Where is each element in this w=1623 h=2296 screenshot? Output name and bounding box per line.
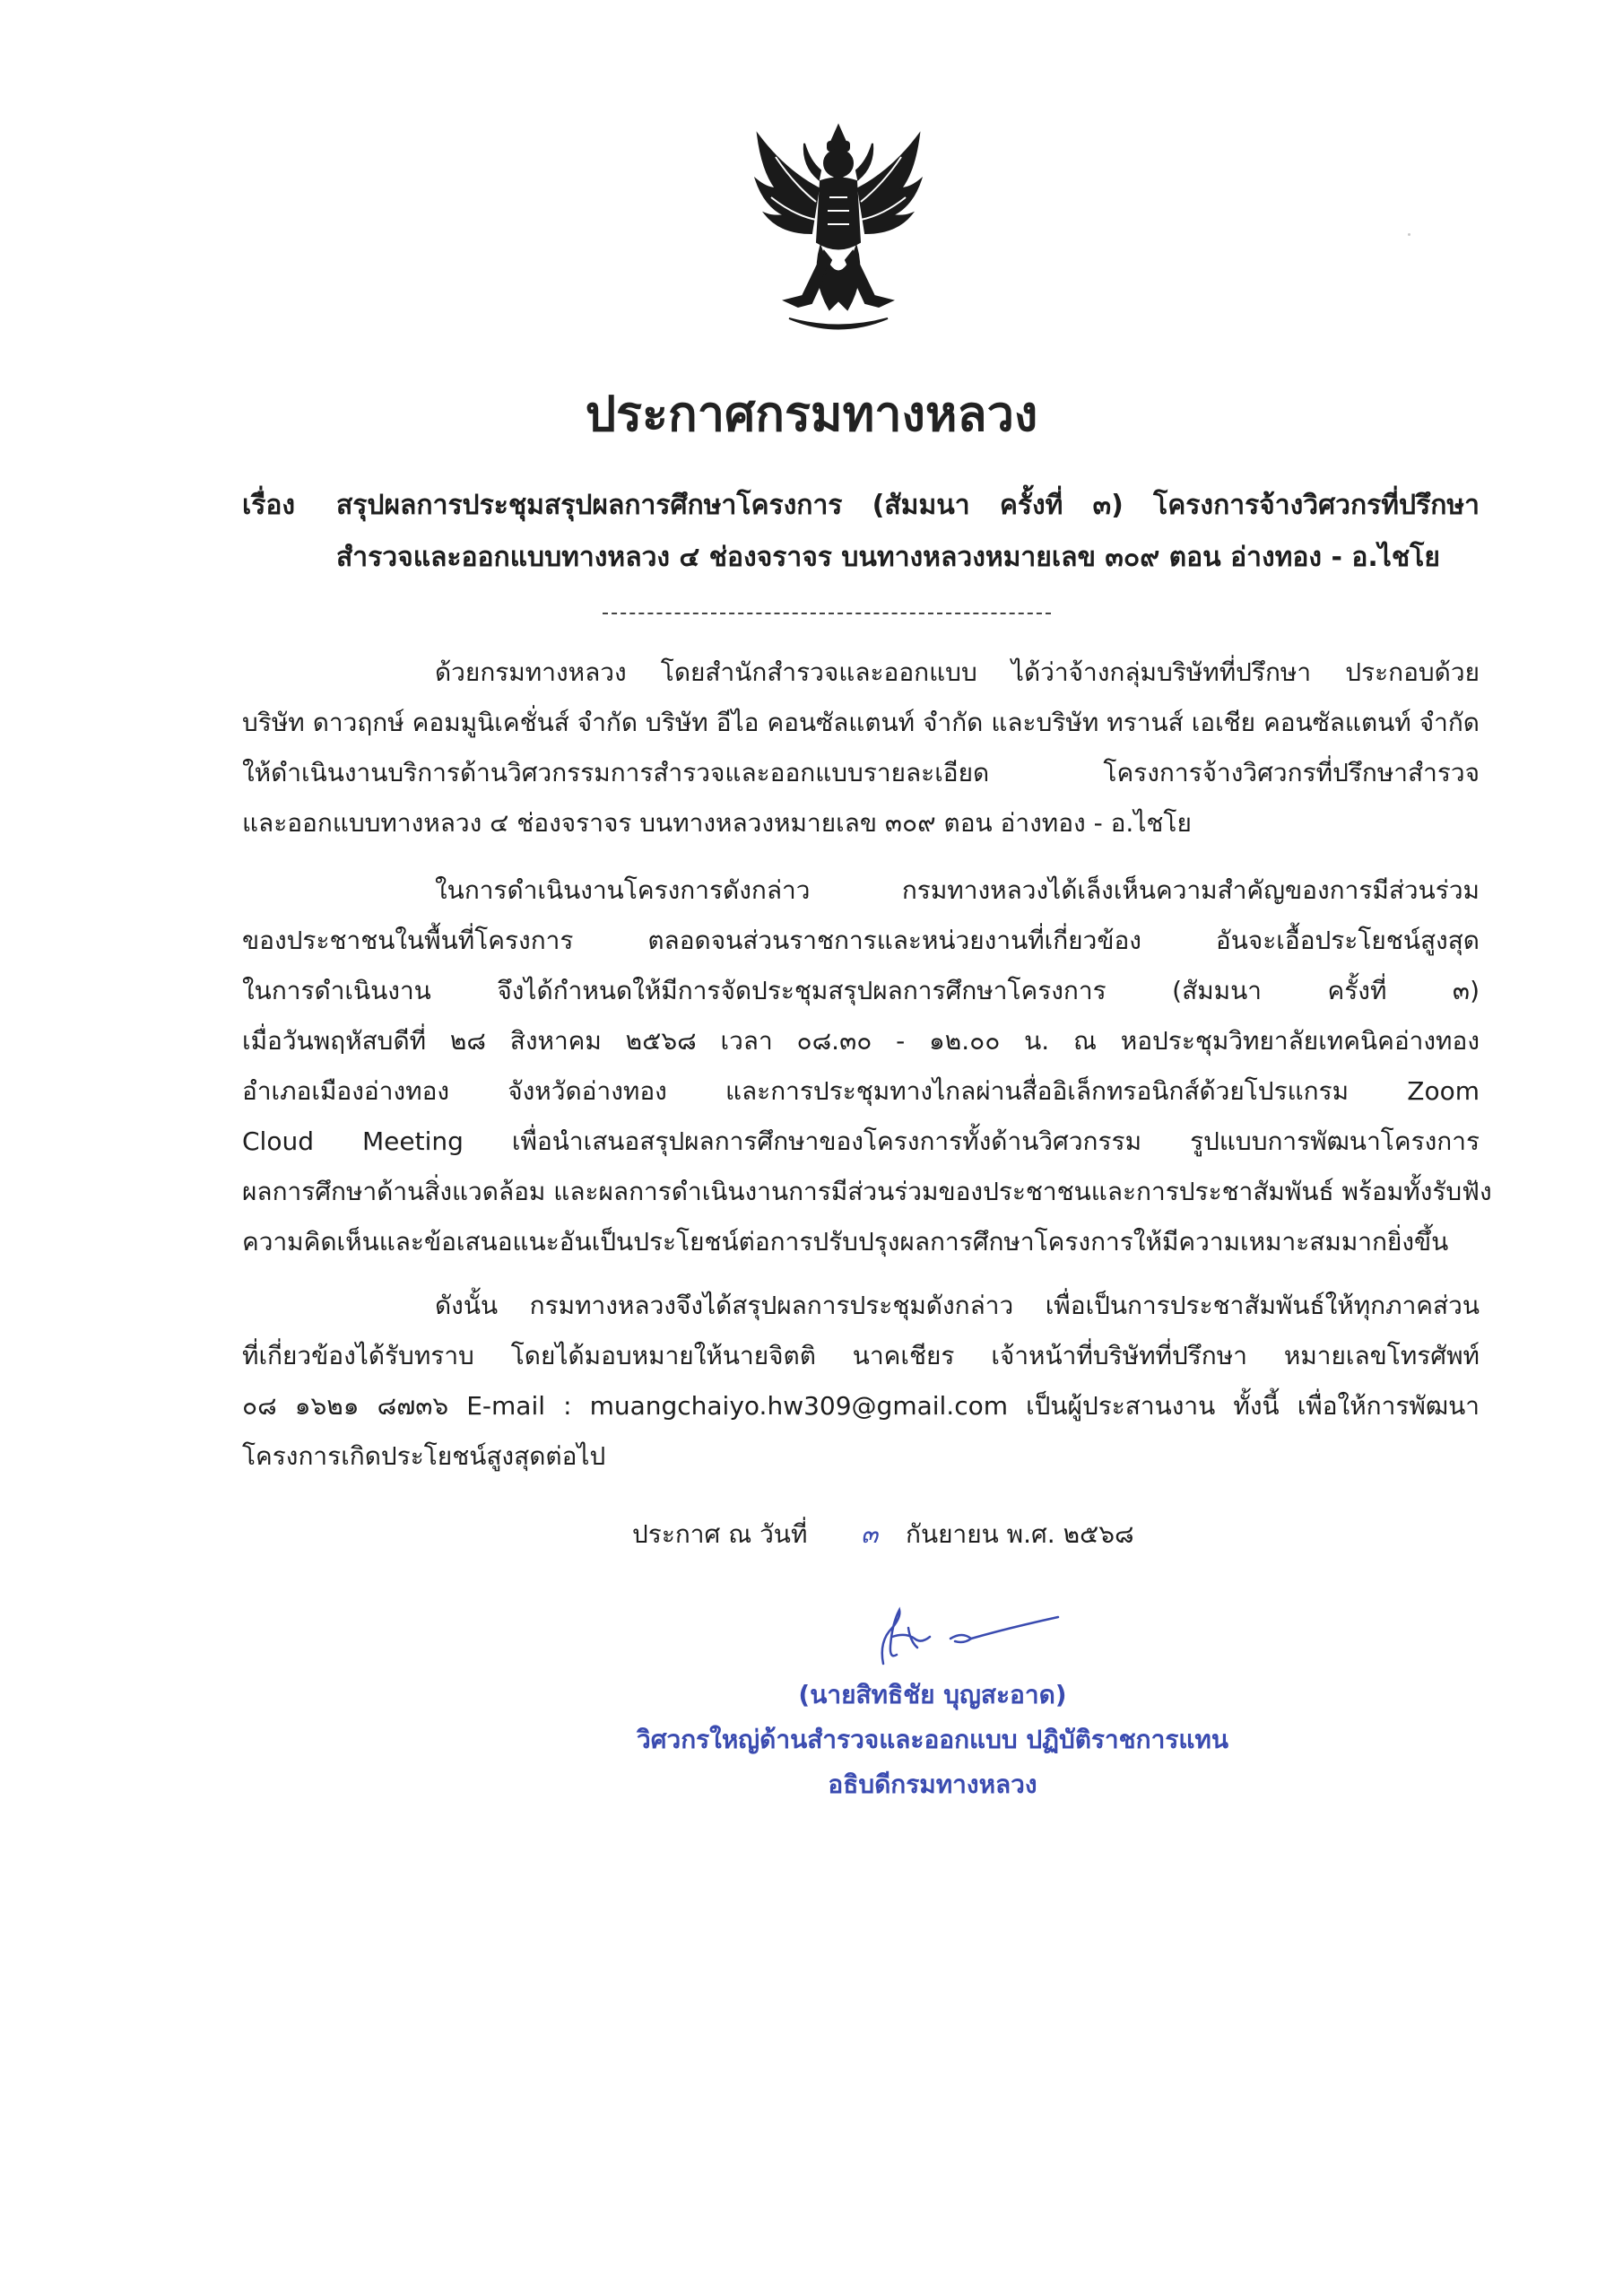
announcement-day: ๓ xyxy=(861,1519,879,1549)
subject-line: สำรวจและออกแบบทางหลวง ๔ ช่องจราจร บนทางหลวงหมายเลข ๓๐๙ ตอน อ่างทอง - อ.ไชโย xyxy=(336,542,1440,573)
signer-name: (นายสิทธิชัย บุญสะอาด) xyxy=(798,1680,1067,1709)
announcement-prefix: ประกาศ ณ วันที่ xyxy=(632,1519,808,1549)
paragraph-line: บริษัท ดาวฤกษ์ คอมมูนิเคชั่นส์ จำกัด บริษัท อีไอ คอนซัลแตนท์ จำกัด และบริษัท ทรานส์ เอเชีย คอนซัลแตนท์ จำกัด xyxy=(242,708,1480,737)
separator-line xyxy=(603,613,1051,614)
paragraph-line: ที่เกี่ยวข้องได้รับทราบ โดยได้มอบหมายให้นายจิตติ นาคเชียร เจ้าหน้าที่บริษัทที่ปรึกษา หมายเลขโทรศัพท์ xyxy=(242,1341,1480,1370)
paragraph-line: โครงการเกิดประโยชน์สูงสุดต่อไป xyxy=(242,1441,606,1471)
announcement-month-year: กันยายน พ.ศ. ๒๕๖๘ xyxy=(906,1519,1134,1549)
paragraph-line: ดังนั้น กรมทางหลวงจึงได้สรุปผลการประชุมดังกล่าว เพื่อเป็นการประชาสัมพันธ์ให้ทุกภาคส่วน xyxy=(435,1291,1480,1320)
paragraph-line: Cloud Meeting เพื่อนำเสนอสรุปผลการศึกษาของโครงการทั้งด้านวิศวกรรม รูปแบบการพัฒนาโครงการ xyxy=(242,1126,1480,1156)
paragraph-meeting xyxy=(242,865,1492,1267)
page-title: ประกาศกรมทางหลวง xyxy=(585,386,1038,442)
paragraph-line: ของประชาชนในพื้นที่โครงการ ตลอดจนส่วนราชการและหน่วยงานที่เกี่ยวข้อง อันจะเอื้อประโยชน์สูงสุด xyxy=(242,926,1480,955)
paragraph-line: และออกแบบทางหลวง ๔ ช่องจราจร บนทางหลวงหมายเลข ๓๐๙ ตอน อ่างทอง - อ.ไชโย xyxy=(242,808,1192,838)
paragraph-line: ด้วยกรมทางหลวง โดยสำนักสำรวจและออกแบบ ได้ว่าจ้างกลุ่มบริษัทที่ปรึกษา ประกอบด้วย xyxy=(435,657,1480,687)
subject-line: สรุปผลการประชุมสรุปผลการศึกษาโครงการ (สัมมนา ครั้งที่ ๓) โครงการจ้างวิศวกรที่ปรึกษา xyxy=(336,490,1480,521)
paragraph-line: เมื่อวันพฤหัสบดีที่ ๒๘ สิงหาคม ๒๕๖๘ เวลา ๐๘.๓๐ - ๑๒.๐๐ น. ณ หอประชุมวิทยาลัยเทคนิคอ่างทอง xyxy=(242,1026,1480,1056)
paragraph-line: ในการดำเนินงานโครงการดังกล่าว กรมทางหลวงได้เล็งเห็นความสำคัญของการมีส่วนร่วม xyxy=(435,875,1480,905)
paragraph-line: ผลการศึกษาด้านสิ่งแวดล้อม และผลการดำเนินงานการมีส่วนร่วมของประชาชนและการประชาสัมพันธ์ พร้อมทั้งรับฟัง xyxy=(242,1177,1492,1206)
handwritten-signature xyxy=(865,1592,1072,1673)
garuda-emblem-icon xyxy=(749,117,928,341)
signer-block xyxy=(574,1673,1291,1807)
paragraph-intro xyxy=(242,648,1480,848)
signer-org: อธิบดีกรมทางหลวง xyxy=(828,1770,1037,1799)
paragraph-line: ความคิดเห็นและข้อเสนอแนะอันเป็นประโยชน์ต่อการปรับปรุงผลการศึกษาโครงการให้มีความเหมาะสมมากยิ่งขึ้น xyxy=(242,1227,1449,1257)
scan-speck xyxy=(1408,233,1410,236)
signer-position: วิศวกรใหญ่ด้านสำรวจและออกแบบ ปฏิบัติราชการแทน xyxy=(636,1725,1229,1754)
paragraph-line: ๐๘ ๑๖๒๑ ๘๗๓๖ E-mail : muangchaiyo.hw309@gmail.com เป็นผู้ประสานงาน ทั้งนี้ เพื่อให้การพัฒนา xyxy=(242,1391,1480,1421)
paragraph-line: ให้ดำเนินงานบริการด้านวิศวกรรมการสำรวจและออกแบบรายละเอียด โครงการจ้างวิศวกรที่ปรึกษาสำรวจ xyxy=(242,758,1480,787)
subject-text xyxy=(336,480,1480,584)
paragraph-conclusion xyxy=(242,1281,1480,1482)
paragraph-line: อำเภอเมืองอ่างทอง จังหวัดอ่างทอง และการประชุมทางไกลผ่านสื่ออิเล็กทรอนิกส์ด้วยโปรแกรม Zoom xyxy=(242,1076,1480,1106)
subject-label: เรื่อง xyxy=(242,490,296,521)
paragraph-line: ในการดำเนินงาน จึงได้กำหนดให้มีการจัดประชุมสรุปผลการศึกษาโครงการ (สัมมนา ครั้งที่ ๓) xyxy=(242,976,1480,1005)
